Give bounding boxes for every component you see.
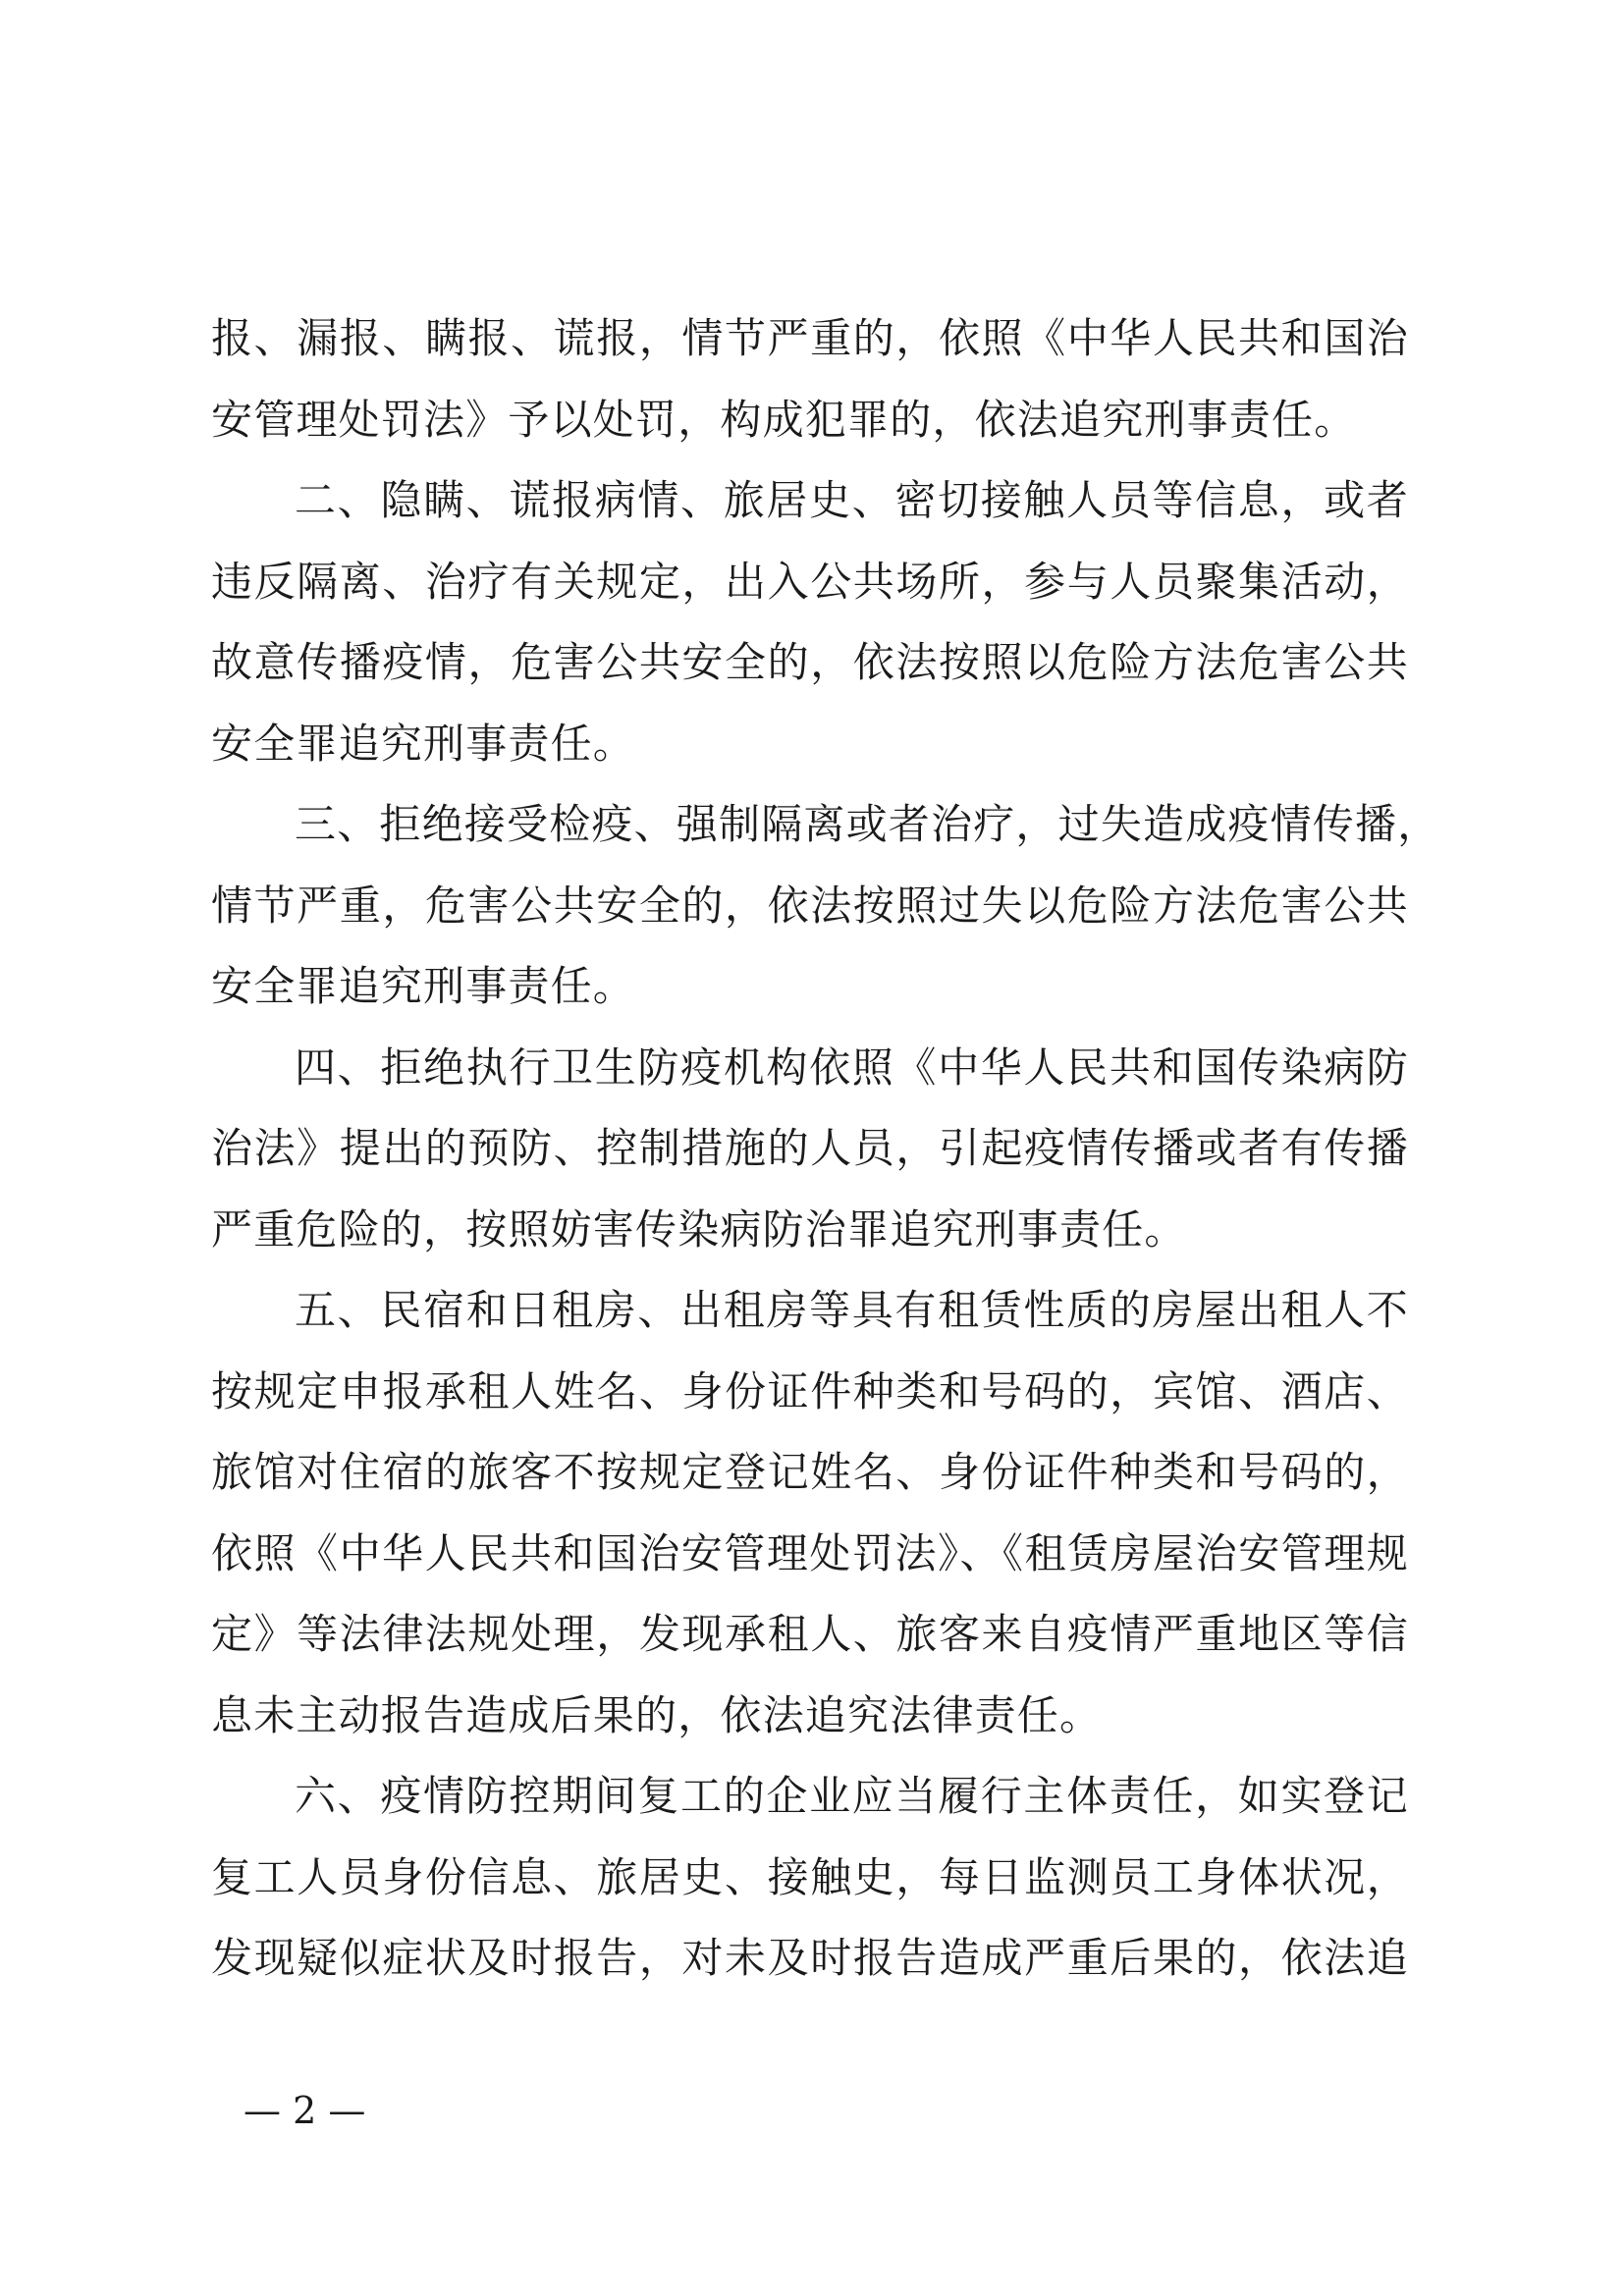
text-line: 情节严重，危害公共安全的，依法按照过失以危险方法危害公共 xyxy=(211,881,1409,930)
text-line: 治法》提出的预防、控制措施的人员，引起疫情传播或者有传播 xyxy=(211,1124,1409,1172)
text-line: 安管理处罚法》予以处罚，构成犯罪的，依法追究刑事责任。 xyxy=(211,395,1357,444)
text-line: 复工人员身份信息、旅居史、接触史，每日监测员工身体状况， xyxy=(211,1852,1409,1901)
text-line: 安全罪追究刑事责任。 xyxy=(211,719,636,768)
text-line: 严重危险的，按照妨害传染病防治罪追究刑事责任。 xyxy=(211,1204,1187,1254)
page-number: — 2 — xyxy=(244,2089,366,2132)
text-line: 定》等法律法规处理，发现承租人、旅客来自疫情严重地区等信 xyxy=(211,1610,1409,1658)
text-line: 故意传播疫情，危害公共安全的，依法按照以危险方法危害公共 xyxy=(211,638,1409,686)
text-line: 二、隐瞒、谎报病情、旅居史、密切接触人员等信息，或者 xyxy=(295,476,1409,524)
text-line: 报、漏报、瞒报、谎报，情节严重的，依照《中华人民共和国治 xyxy=(211,314,1409,362)
text-line: 三、拒绝接受检疫、强制隔离或者治疗，过失造成疫情传播， xyxy=(295,800,1440,848)
text-line: 依照《中华人民共和国治安管理处罚法》、《租赁房屋治安管理规 xyxy=(211,1528,1409,1577)
text-line: 发现疑似症状及时报告，对未及时报告造成严重后果的，依法追 xyxy=(211,1934,1409,1982)
text-line: 旅馆对住宿的旅客不按规定登记姓名、身份证件种类和号码的， xyxy=(211,1448,1409,1496)
text-line: 五、民宿和日租房、出租房等具有租赁性质的房屋出租人不 xyxy=(295,1286,1409,1334)
text-line: 违反隔离、治疗有关规定，出入公共场所，参与人员聚集活动， xyxy=(211,557,1409,606)
text-line: 息未主动报告造成后果的，依法追究法律责任。 xyxy=(211,1690,1103,1739)
text-line: 六、疫情防控期间复工的企业应当履行主体责任，如实登记 xyxy=(295,1772,1409,1820)
text-line: 四、拒绝执行卫生防疫机构依照《中华人民共和国传染病防 xyxy=(295,1042,1409,1092)
text-line: 按规定申报承租人姓名、身份证件种类和号码的，宾馆、酒店、 xyxy=(211,1366,1409,1415)
text-line: 安全罪追究刑事责任。 xyxy=(211,962,636,1010)
